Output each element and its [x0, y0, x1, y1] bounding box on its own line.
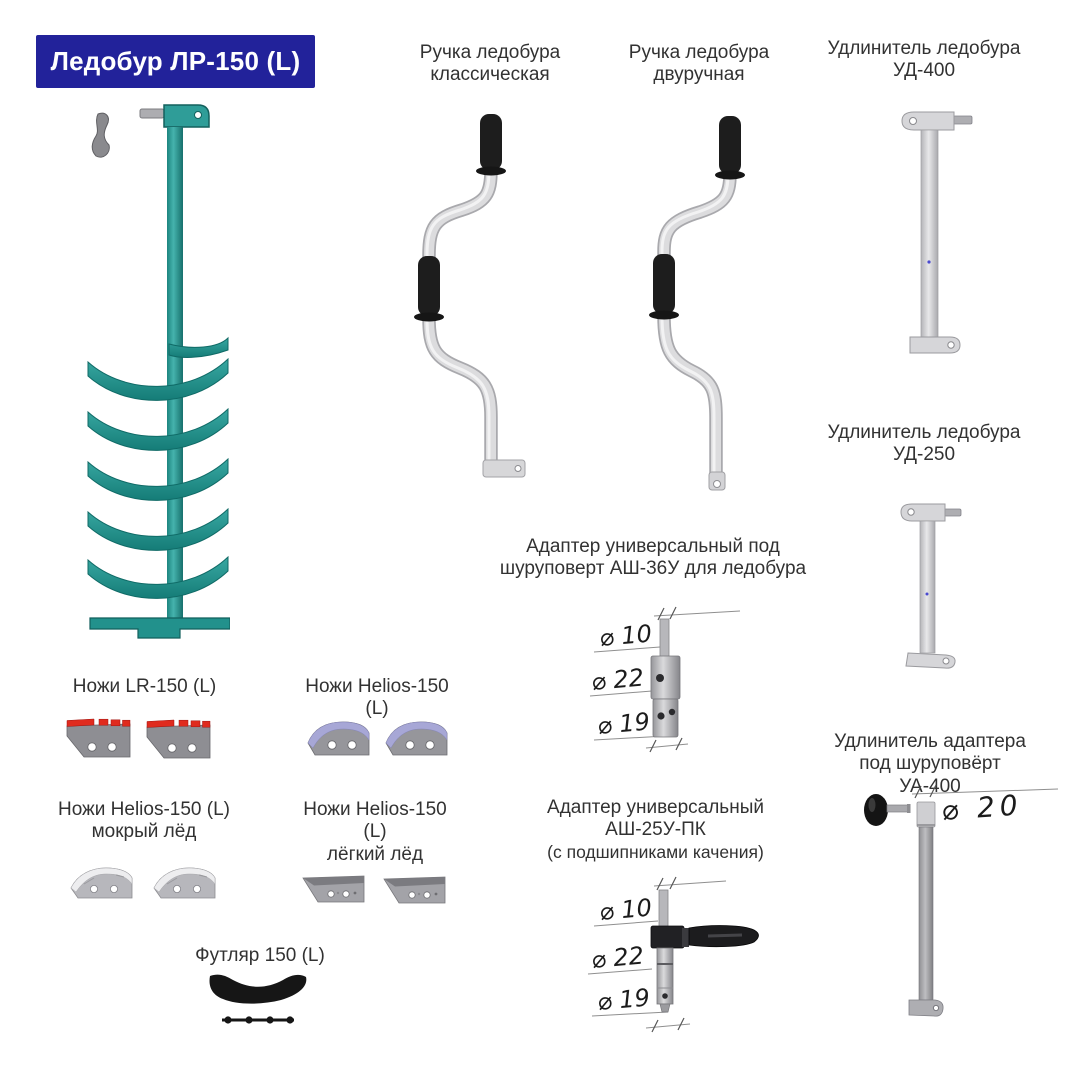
knives-helios-title: Ножи Helios-150 (L): [305, 676, 449, 720]
case-image: [202, 968, 314, 1030]
product-title: Ледобур ЛР-150 (L): [50, 46, 301, 76]
two-handed-handle-image: [612, 110, 774, 492]
auger-bottom-blade: [90, 618, 230, 638]
adapter-36-image: [588, 606, 748, 764]
extension-250-image: [888, 498, 1006, 673]
knives-light-title: Ножи Helios-150 (L) лёгкий лёд: [303, 799, 447, 865]
classic-handle-image: [388, 110, 536, 488]
knives-helios-image: [305, 715, 450, 765]
knives-light-image: [300, 868, 448, 908]
classic-handle-title: Ручка ледобура классическая: [419, 42, 561, 86]
dimension-label: ⌀ 19: [596, 707, 651, 740]
dimension-label: ⌀ 10: [598, 893, 653, 926]
dimension-label: ⌀ 22: [590, 663, 645, 696]
extension-400-title: Удлинитель ледобура УД-400: [827, 38, 1021, 82]
adapter-extension-title: Удлинитель адаптера под шуруповёрт УА-400: [834, 731, 1026, 797]
case-title: Футляр 150 (L): [195, 945, 325, 966]
knives-lr-image: [64, 712, 214, 767]
adapter-36-title: Адаптер универсальный под шуруповерт АШ-36У для ледобура: [499, 536, 807, 580]
knives-wet-title: Ножи Helios-150 (L) мокрый лёд: [57, 799, 230, 843]
knives-lr-title: Ножи LR-150 (L): [72, 676, 217, 697]
dimension-label: ⌀ 22: [590, 941, 645, 974]
adapter-25-title: Адаптер универсальный АШ-25У-ПК (с подшипниками качения): [547, 797, 764, 862]
dimension-label: ⌀ 19: [596, 983, 651, 1016]
knives-wet-image: [68, 862, 218, 904]
product-title-banner: [36, 35, 315, 88]
dimension-label: ⌀ 10: [598, 619, 653, 652]
adapter-25-image: [586, 874, 796, 1040]
pointer-clip-part: [92, 113, 109, 157]
dimension-label: ⌀ 20: [940, 788, 1024, 827]
adapter-extension-image: [845, 782, 1060, 1037]
extension-400-image: [888, 104, 1006, 359]
ice-auger-image: [80, 98, 230, 648]
extension-250-title: Удлинитель ледобура УД-250: [827, 422, 1021, 466]
two-handed-handle-title: Ручка ледобура двуручная: [628, 42, 770, 86]
